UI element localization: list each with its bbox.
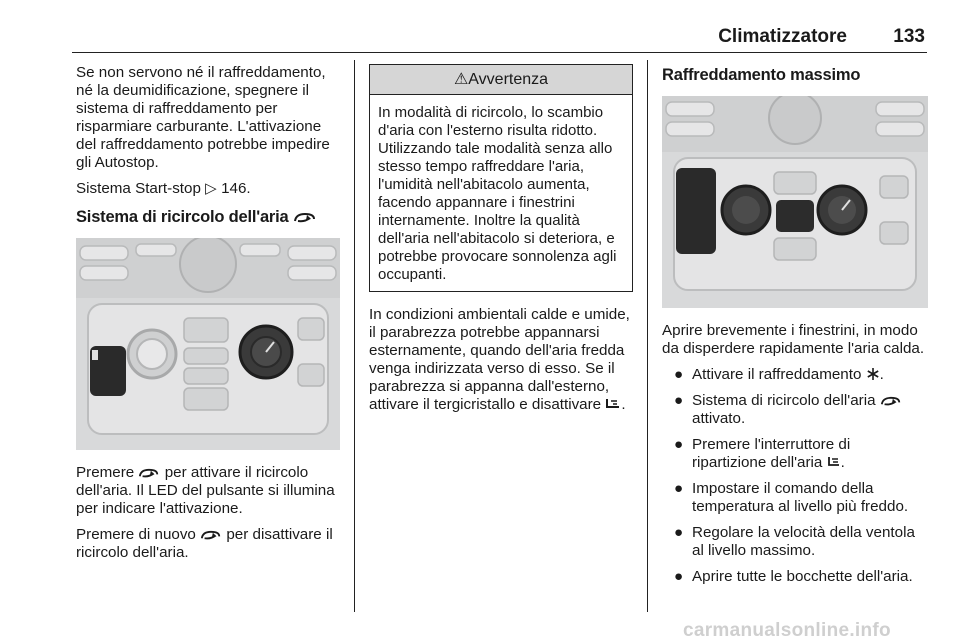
climate-control-photo-2 xyxy=(662,96,928,308)
column-right xyxy=(662,64,928,594)
air-distribution-windscreen-icon xyxy=(605,397,621,411)
column-divider-2 xyxy=(647,60,648,612)
page-header xyxy=(72,26,927,53)
recirculation-icon xyxy=(880,396,902,407)
bullet-icon: ● xyxy=(674,366,684,383)
bullet-icon: ● xyxy=(674,392,684,409)
column-divider-1 xyxy=(354,60,355,612)
recirculation-deactivate-paragraph: Premere di nuovo per disattivare il ricircolo dell'aria. xyxy=(76,526,333,561)
section-heading-recirculation: Sistema di ricircolo dell'aria xyxy=(76,208,340,226)
warning-box xyxy=(369,64,633,292)
recirculation-icon xyxy=(138,468,160,479)
recirculation-icon xyxy=(200,530,222,541)
warning-title: Avvertenza xyxy=(468,71,549,88)
bullet-icon: ● xyxy=(674,436,684,453)
list-item: ● Sistema di ricircolo dell'aria attivato. xyxy=(662,392,928,428)
warning-icon: ⚠ xyxy=(453,71,469,88)
warning-text: In modalità di ricircolo, lo scambio d'aria con l'esterno risulta ridotto. Utilizzando tale modalità senza allo stesso tempo raffreddare l'aria, l'umidità nell'abitacolo aumenta, facendo appannare i finestrini internamente. Inoltre la qualità dell'aria nell'abitacolo si deteriora, e potrebbe provocare sonnolenza agli occupanti. xyxy=(378,104,617,283)
watermark: carmanualsonline.info xyxy=(683,620,891,641)
bullet-icon: ● xyxy=(674,524,684,541)
windscreen-paragraph: In condizioni ambientali calde e umide, il parabrezza potrebbe appannarsi esternamente, quando dell'aria fredda venga indirizzata verso di esso. Se il parabrezza si appanna dall'esterno, attivare il tergicristallo e disattivare . xyxy=(369,306,630,413)
list-item: ● Aprire tutte le bocchette dell'aria. xyxy=(674,568,913,585)
list-item: ● Premere l'interruttore di ripartizione dell'aria . xyxy=(674,436,851,471)
snowflake-icon xyxy=(866,367,880,381)
recirculation-icon xyxy=(293,212,317,224)
page-reference-arrow-icon: ▷ xyxy=(205,180,217,197)
warning-header xyxy=(370,65,632,95)
reference-text: Sistema Start-stop xyxy=(76,180,201,197)
section-heading-max-cooling: Raffreddamento massimo xyxy=(662,66,861,84)
list-item: ● Impostare il comando della temperatura al livello più freddo. xyxy=(674,480,909,515)
air-distribution-icon xyxy=(827,455,841,469)
bullet-icon: ● xyxy=(674,568,684,585)
bullet-icon: ● xyxy=(674,480,684,497)
recirculation-activate-paragraph: Premere per attivare il ricircolo dell'aria. Il LED del pulsante si illumina per indicare l'attivazione. xyxy=(76,464,335,517)
reference-link[interactable]: 146. xyxy=(221,180,251,197)
climate-control-photo-1 xyxy=(76,238,340,450)
column-middle xyxy=(369,64,633,422)
list-item: ● Regolare la velocità della ventola al livello massimo. xyxy=(674,524,915,559)
page-title: Climatizzatore xyxy=(718,26,847,47)
max-cooling-intro: Aprire brevemente i finestrini, in modo da disperdere rapidamente l'aria calda. xyxy=(662,322,925,357)
start-stop-reference xyxy=(76,180,340,198)
list-item: ● Attivare il raffreddamento . xyxy=(674,366,884,383)
column-left xyxy=(76,64,340,570)
page-number: 133 xyxy=(893,26,925,47)
intro-paragraph: Se non servono né il raffreddamento, né la deumidificazione, spegnere il sistema di raffreddamento per risparmiare carburante. L'attivazione del raffreddamento potrebbe impedire gli Autostop. xyxy=(76,64,330,171)
